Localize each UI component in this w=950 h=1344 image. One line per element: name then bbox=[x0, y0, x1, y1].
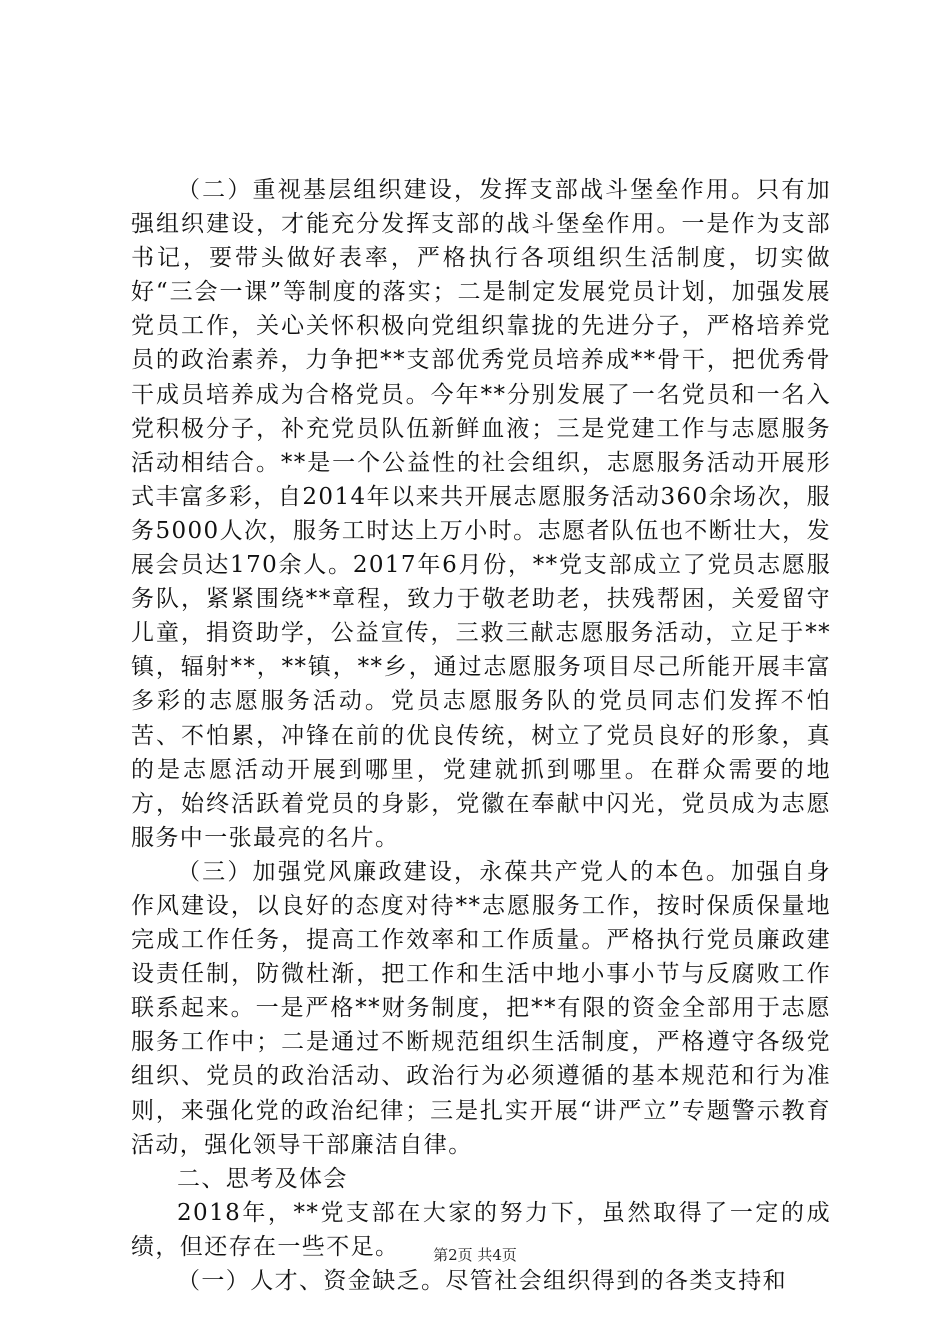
document-body bbox=[131, 173, 831, 1298]
section-heading-reflection: 二、思考及体会 bbox=[177, 1165, 348, 1192]
paragraph-party-organization: （二）重视基层组织建设，发挥支部战斗堡垒作用。只有加强组织建设，才能充分发挥支部的战斗堡垒作用。一是作为支部书记，要带头做好表率，严格执行各项组织生活制度，切实做好“三会一课”等制度的落实；二是制定发展党员计划，加强发展党员工作，关心关怀积极向党组织靠拢的先进分子，严格培养党员的政治素养，力争把**支部优秀党员培养成**骨干，把优秀骨干成员培养成为合格党员。今年**分别发展了一名党员和一名入党积极分子，补充党员队伍新鲜血液；三是党建工作与志愿服务活动相结合。**是一个公益性的社会组织，志愿服务活动开展形式丰富多彩，自2014年以来共开展志愿服务活动360余场次，服务5000人次，服务工时达上万小时。志愿者队伍也不断壮大，发展会员达170余人。2017年6月份，**党支部成立了党员志愿服务队，紧紧围绕**章程，致力于敬老助老，扶残帮困，关爱留守儿童，捐资助学，公益宣传，三救三献志愿服务活动，立足于**镇，辐射**，**镇，**乡，通过志愿服务项目尽己所能开展丰富多彩的志愿服务活动。党员志愿服务队的党员同志们发挥不怕苦、不怕累，冲锋在前的优良传统，树立了党员良好的形象，真的是志愿活动开展到哪里，党建就抓到哪里。在群众需要的地方，始终活跃着党员的身影，党徽在奉献中闪光，党员成为志愿服务中一张最亮的名片。 bbox=[131, 177, 831, 851]
paragraph-integrity-building: （三）加强党风廉政建设，永葆共产党人的本色。加强自身作风建设，以良好的态度对待**志愿服务工作，按时保质保量地完成工作任务，提高工作效率和工作质量。严格执行党员廉政建设责任制，防微杜渐，把工作和生活中地小事小节与反腐败工作联系起来。一是严格**财务制度，把**有限的资金全部用于志愿服务工作中；二是通过不断规范组织生活制度，严格遵守各级党组织、党员的政治活动、政治行为必须遵循的基本规范和行为准则，来强化党的政治纪律；三是扎实开展“讲严立”专题警示教育活动，强化领导干部廉洁自律。 bbox=[131, 858, 831, 1158]
paragraph-talent-funding: （一）人才、资金缺乏。尽管社会组织得到的各类支持和 bbox=[177, 1268, 787, 1294]
paragraph-2018-summary: 2018年，**党支部在大家的努力下，虽然取得了一定的成绩，但还存在一些不足。 bbox=[131, 1199, 831, 1260]
page-footer: 第2页 共4页 bbox=[433, 1246, 517, 1264]
